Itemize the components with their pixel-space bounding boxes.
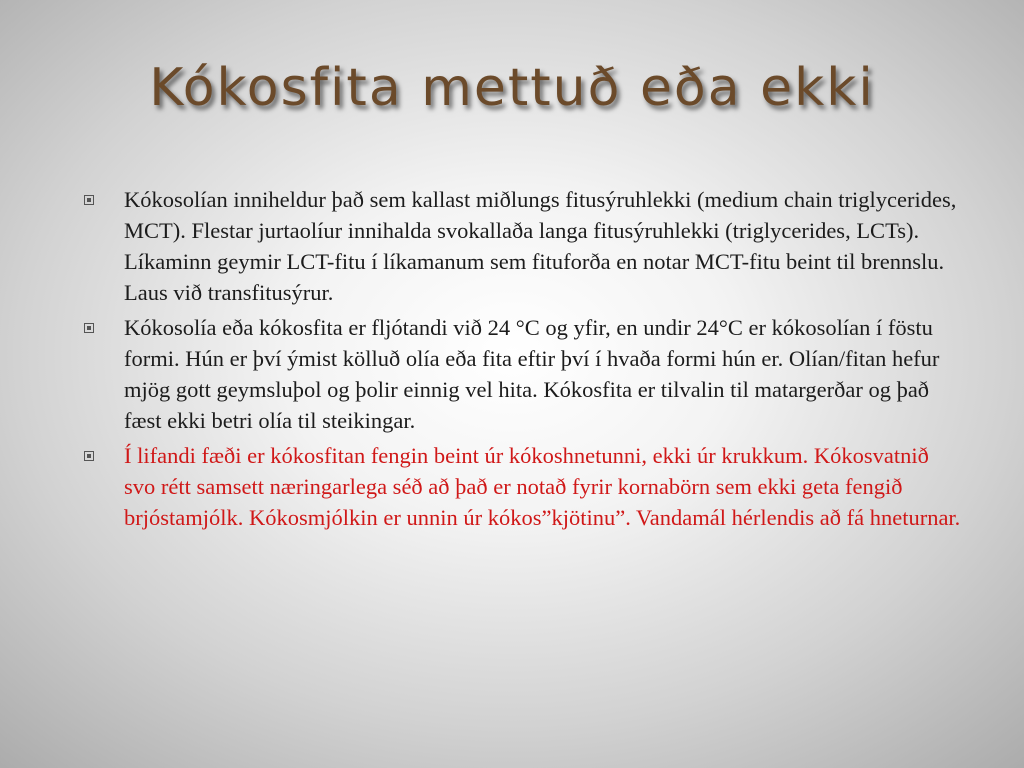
bullet-item-highlighted: [84, 440, 964, 533]
bullet-text: Kókosolían inniheldur það sem kallast miðlungs fitusýruhlekki (medium chain triglycerides, MCT). Flestar jurtaolíur innihalda svokallaða langa fitusýruhlekki (triglycerides, LCTs). Líkaminn geymir LCT-fitu í líkamanum sem fituforða en notar MCT-fitu beint til brennslu. Laus við transfitusýrur.: [124, 187, 957, 305]
slide-title: Kókosfita mettuð eða ekki: [149, 58, 875, 118]
bullet-text: Kókosolía eða kókosfita er fljótandi við 24 °C og yfir, en undir 24°C er kókosolían í föstu formi. Hún er því ýmist kölluð olía eða fita eftir því í hvaða formi hún er. Olían/fitan hefur mjög gott geymsluþol og þolir einnig vel hita. Kókosfita er tilvalin til matargerðar og það fæst ekki betri olía til steikingar.: [124, 315, 940, 433]
bullet-list: [84, 184, 964, 537]
bullet-item: [84, 184, 964, 308]
bullet-item: [84, 312, 964, 436]
square-bullet-icon: [84, 451, 94, 461]
square-bullet-icon: [84, 323, 94, 333]
square-bullet-icon: [84, 195, 94, 205]
bullet-text: Í lifandi fæði er kókosfitan fengin beint úr kókoshnetunni, ekki úr krukkum. Kókosvatnið svo rétt samsett næringarlega séð að það er notað fyrir kornabörn sem ekki geta fengið brjóstamjólk. Kókosmjólkin er unnin úr kókos”kjötinu”. Vandamál hérlendis að fá hneturnar.: [124, 443, 961, 530]
